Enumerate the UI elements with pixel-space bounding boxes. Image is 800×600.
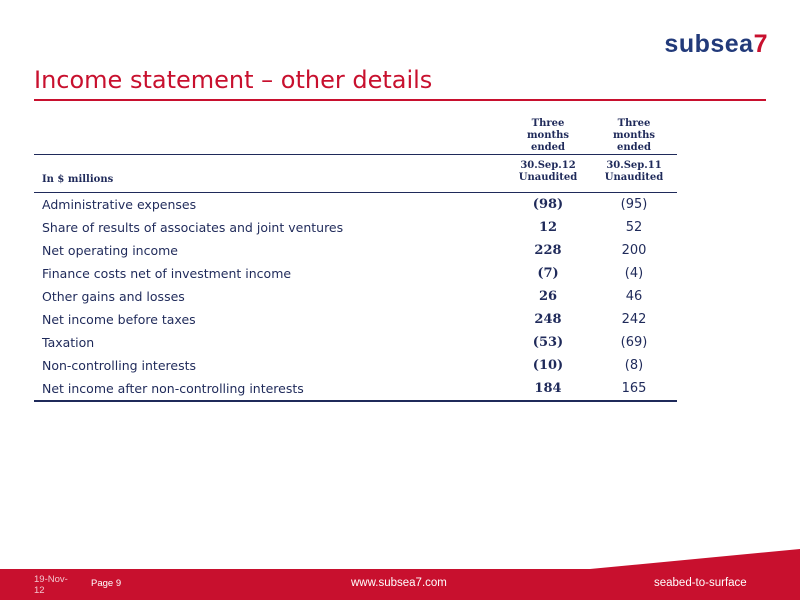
column-prior-status: Unaudited xyxy=(604,171,664,183)
row-label: Administrative expenses xyxy=(42,197,197,212)
row-prior-value: (4) xyxy=(624,266,644,281)
table-row xyxy=(34,308,677,331)
title-divider xyxy=(34,99,766,101)
column-current-period: Three months ended xyxy=(526,118,570,153)
page-title: Income statement – other details xyxy=(34,66,433,94)
subsea7-logo xyxy=(664,30,768,59)
footer-date: 19-Nov-12 xyxy=(34,574,68,596)
row-label: Other gains and losses xyxy=(42,289,185,304)
row-current-value: 248 xyxy=(534,312,562,327)
table-row xyxy=(34,377,677,401)
row-current-value: 26 xyxy=(538,289,558,304)
row-prior-value: 242 xyxy=(621,312,647,327)
row-prior-value: (95) xyxy=(620,197,648,212)
logo-seven-mark: 7 xyxy=(753,30,768,58)
row-current-value: (53) xyxy=(532,335,564,350)
table-row xyxy=(34,193,677,217)
row-current-value: 228 xyxy=(534,243,562,258)
row-prior-value: (8) xyxy=(624,358,644,373)
row-label: Non-controlling interests xyxy=(42,358,197,373)
footer-page-number: Page 9 xyxy=(91,578,122,589)
column-current-date-cell xyxy=(505,155,591,189)
row-current-value: (7) xyxy=(537,266,559,281)
row-prior-value: (69) xyxy=(620,335,648,350)
table-row xyxy=(34,239,677,262)
column-prior-date: 30.Sep.11 xyxy=(606,159,662,171)
row-current-value: 184 xyxy=(505,377,591,401)
row-label: Net income before taxes xyxy=(42,312,196,327)
income-table xyxy=(34,114,677,402)
row-label: Share of results of associates and joint ventures xyxy=(42,220,344,235)
units-label: In $ millions xyxy=(42,174,114,185)
logo-wordmark: subsea xyxy=(664,30,754,58)
table-row xyxy=(34,216,677,239)
column-prior-period: Three months ended xyxy=(612,118,656,153)
column-prior-date-cell xyxy=(591,155,677,189)
row-current-value: (98) xyxy=(532,197,564,212)
row-prior-value: 46 xyxy=(625,289,643,304)
row-prior-value: 165 xyxy=(591,377,677,401)
row-current-value: (10) xyxy=(532,358,564,373)
row-prior-value: 52 xyxy=(625,220,643,235)
row-label: Net income after non-controlling interests xyxy=(34,377,505,401)
table-row xyxy=(34,331,677,354)
table-date-header xyxy=(34,155,677,189)
table-row xyxy=(34,354,677,377)
row-label: Net operating income xyxy=(42,243,178,258)
row-prior-value: 200 xyxy=(621,243,647,258)
row-label: Taxation xyxy=(42,335,95,350)
footer-website-link[interactable]: www.subsea7.com xyxy=(351,577,447,589)
column-current-date: 30.Sep.12 xyxy=(520,159,576,171)
column-current-status: Unaudited xyxy=(518,171,578,183)
table-period-header xyxy=(34,114,677,154)
table-row xyxy=(34,262,677,285)
footer-tagline: seabed-to-surface xyxy=(654,577,747,589)
row-label: Finance costs net of investment income xyxy=(42,266,292,281)
row-current-value: 12 xyxy=(538,220,558,235)
footer-slant-decoration xyxy=(590,549,800,569)
table-row xyxy=(34,285,677,308)
